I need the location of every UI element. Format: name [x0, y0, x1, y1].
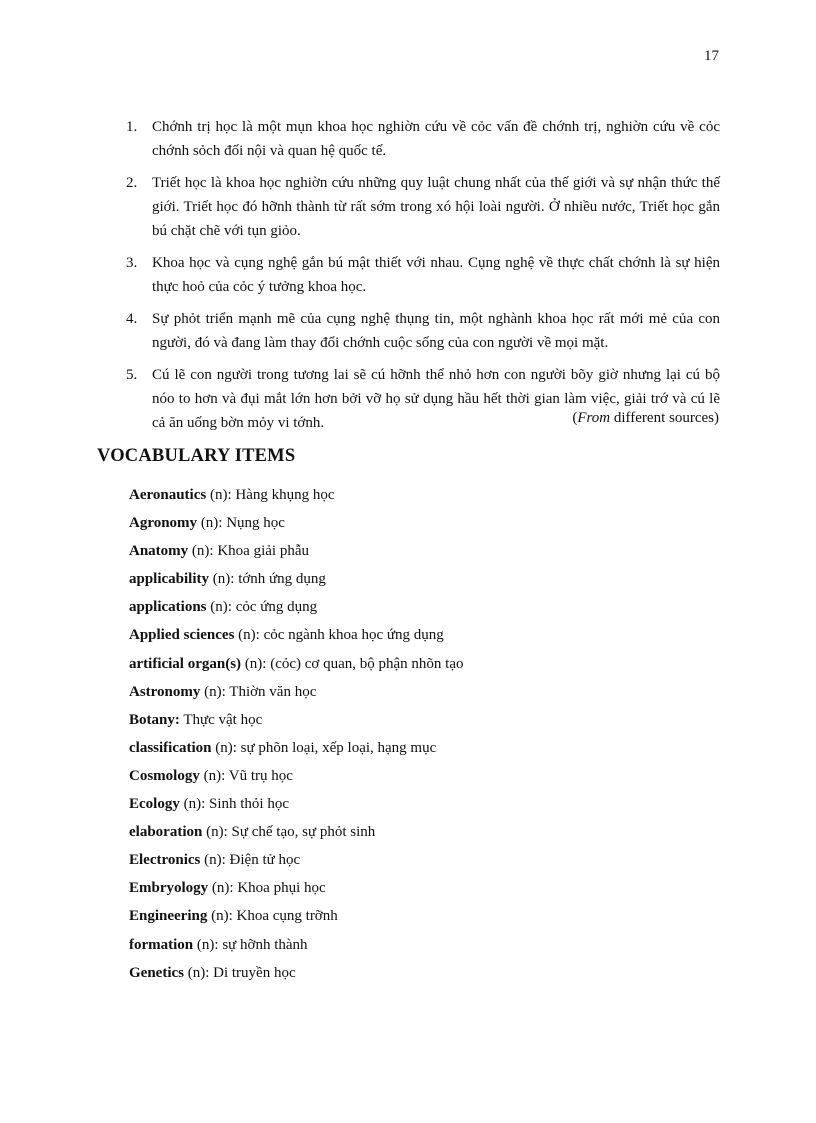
- item-number: 5.: [126, 367, 138, 383]
- vocabulary-term: Botany:: [129, 711, 180, 728]
- vocabulary-heading: VOCABULARY ITEMS: [97, 446, 296, 466]
- vocabulary-item: [129, 764, 464, 792]
- vocabulary-term: Embryology: [129, 880, 209, 897]
- vocabulary-item: [129, 483, 464, 511]
- page-number: 17: [704, 48, 719, 64]
- vocabulary-term: Applied sciences: [129, 627, 235, 644]
- source-rest: different sources): [610, 410, 719, 426]
- vocabulary-item: [129, 652, 464, 680]
- vocabulary-term: Engineering: [129, 908, 208, 925]
- vocabulary-definition: (n): Hàng khụng học: [206, 487, 335, 503]
- item-text: Khoa học và cụng nghệ gắn bú mật thiết với nhau. Cụng nghệ về thực chất chớnh là sự hiện thực hoỏ của cỏc ý tưởng khoa học.: [152, 255, 720, 295]
- vocabulary-definition: (n): Khoa cụng trỡnh: [207, 908, 338, 925]
- vocabulary-item: [129, 876, 464, 904]
- vocabulary-definition: (n): tớnh ứng dụng: [209, 571, 326, 588]
- vocabulary-definition: (n): (cỏc) cơ quan, bộ phận nhõn tạo: [241, 655, 464, 672]
- vocabulary-definition: (n): cỏc ứng dụng: [206, 599, 318, 616]
- vocabulary-definition: (n): Điện tử học: [200, 852, 301, 869]
- vocabulary-item: [129, 933, 464, 961]
- vocabulary-definition: (n): Sự chế tạo, sự phỏt sinh: [202, 824, 376, 841]
- vocabulary-definition: (n): Nụng học: [197, 515, 285, 532]
- vocabulary-term: Electronics: [129, 852, 201, 869]
- item-number: 1.: [126, 119, 138, 135]
- vocabulary-item: [129, 961, 464, 989]
- item-number: 3.: [126, 255, 138, 271]
- item-text: Triết học là khoa học nghiờn cứu những quy luật chung nhất của thế giới và sự nhận thức thế giới. Triết học đó hỡnh thành từ rất sớm trong xó hội loài người. Ở nhiều nước, Triết học gắn bú chặt chẽ với tụn giỏo.: [152, 175, 720, 239]
- vocabulary-item: [129, 680, 464, 708]
- vocabulary-item: [129, 792, 464, 820]
- vocabulary-term: elaboration: [129, 824, 203, 841]
- vocabulary-item: [129, 511, 464, 539]
- vocabulary-term: Agronomy: [129, 515, 198, 532]
- item-text: Chớnh trị học là một mụn khoa học nghiờn cứu về cỏc vấn đề chớnh trị, nghiờn cứu về cỏc chớnh sỏch đối nội và quan hệ quốc tế.: [152, 119, 720, 159]
- vocabulary-item: [129, 904, 464, 932]
- vocabulary-item: [129, 820, 464, 848]
- vocabulary-item: [129, 539, 464, 567]
- list-item: [126, 171, 720, 243]
- vocabulary-term: applications: [129, 599, 207, 616]
- vocabulary-item: [129, 567, 464, 595]
- vocabulary-list: [129, 483, 464, 989]
- vocabulary-term: Astronomy: [129, 683, 201, 700]
- item-number: 4.: [126, 311, 138, 327]
- vocabulary-item: [129, 623, 464, 651]
- numbered-list: [126, 115, 720, 443]
- vocabulary-term: Genetics: [129, 964, 184, 981]
- source-open-paren: (: [572, 410, 578, 426]
- vocabulary-item: [129, 595, 464, 623]
- vocabulary-definition: (n): Sinh thỏi học: [179, 796, 290, 813]
- vocabulary-term: artificial organ(s): [129, 655, 242, 672]
- vocabulary-definition: (n): Khoa giải phẫu: [188, 543, 309, 560]
- vocabulary-definition: (n): Vũ trụ học: [199, 767, 293, 784]
- list-item: [126, 307, 720, 355]
- vocabulary-term: Ecology: [129, 796, 180, 813]
- vocabulary-definition: (n): Di truyền học: [183, 964, 296, 981]
- vocabulary-term: Aeronautics: [129, 487, 207, 503]
- vocabulary-definition: (n): Khoa phụi học: [208, 880, 326, 897]
- source-italic: From: [577, 410, 611, 426]
- vocabulary-definition: Thực vật học: [179, 711, 263, 728]
- vocabulary-term: formation: [129, 936, 194, 953]
- vocabulary-term: Cosmology: [129, 767, 200, 784]
- vocabulary-term: applicability: [129, 571, 210, 588]
- source-citation: [572, 410, 719, 427]
- vocabulary-definition: (n): sự phõn loại, xếp loại, hạng mục: [211, 739, 437, 756]
- vocabulary-item: [129, 736, 464, 764]
- vocabulary-item: [129, 708, 464, 736]
- vocabulary-item: [129, 848, 464, 876]
- item-text: Sự phỏt triển mạnh mẽ của cụng nghệ thụng tin, một nghành khoa học rất mới mẻ của con người, đó và đang làm thay đổi chớnh cuộc sống của con người về mọi mặt.: [152, 311, 720, 351]
- vocabulary-term: classification: [129, 739, 212, 756]
- list-item: [126, 115, 720, 163]
- vocabulary-definition: (n): sự hỡnh thành: [193, 936, 308, 953]
- vocabulary-term: Anatomy: [129, 543, 189, 560]
- vocabulary-definition: (n): cỏc ngành khoa học ứng dụng: [234, 627, 444, 644]
- list-item: [126, 251, 720, 299]
- item-text: Cú lẽ con người trong tương lai sẽ cú hỡnh thể nhỏ hơn con người bõy giờ nhưng lại cú bộ nóo to hơn và đụi mắt lớn hơn bởi vỡ họ sử dụng hầu hết thời gian làm việc, giải trớ và cú lẽ cả ăn uống bờn mỏy vi tớnh.: [152, 367, 720, 431]
- item-number: 2.: [126, 175, 138, 191]
- vocabulary-definition: (n): Thiờn văn học: [200, 683, 317, 700]
